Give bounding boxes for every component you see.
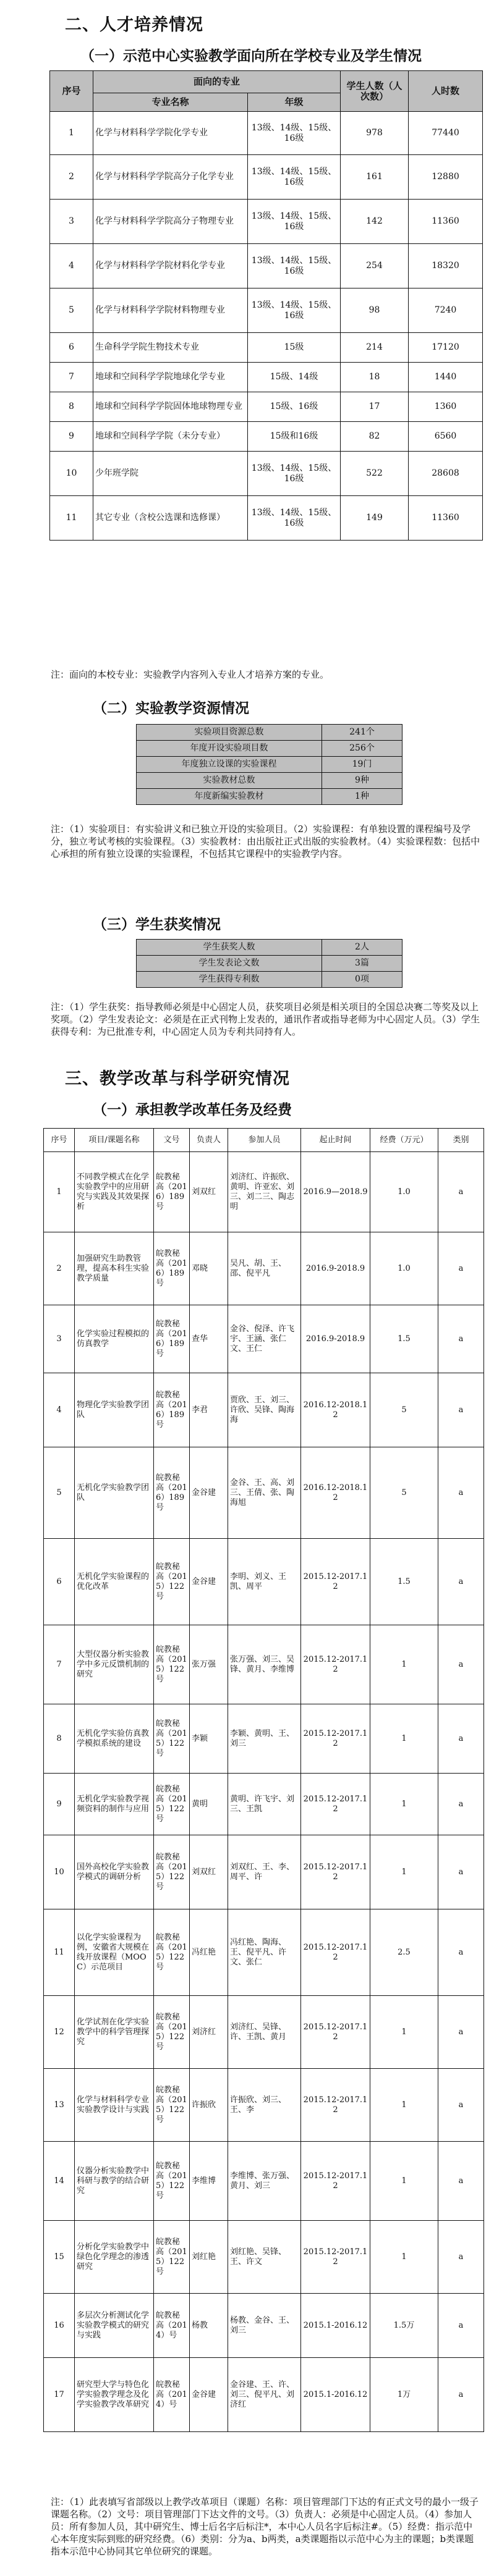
row-time: 2016.12-2018.12 bbox=[301, 1447, 370, 1539]
row-hours: 28608 bbox=[409, 452, 483, 496]
row-doc: 皖教秘高（2016）189号 bbox=[154, 1305, 190, 1373]
row-major-name: 地球和空间科学学院（未分专业） bbox=[93, 422, 248, 452]
row-major-name: 化学与材料科学学院化学专业 bbox=[93, 112, 248, 155]
row-cat: a bbox=[438, 1305, 484, 1373]
row-hours: 77440 bbox=[409, 112, 483, 155]
row-hours: 1440 bbox=[409, 363, 483, 392]
row-fund: 1.5万 bbox=[370, 2294, 438, 2358]
row-seq: 13 bbox=[44, 2069, 75, 2142]
row-seq: 2 bbox=[50, 155, 93, 200]
row-cat: a bbox=[438, 1704, 484, 1774]
row-seq: 5 bbox=[50, 288, 93, 333]
row-part: 李明、刘义、王凯、周平 bbox=[228, 1539, 301, 1625]
row-time: 2015.12-2017.12 bbox=[301, 1625, 370, 1704]
row-cat: a bbox=[438, 1625, 484, 1704]
table-row bbox=[44, 1539, 484, 1625]
row-part: 金谷建、王、许、刘三、倪平凡、刘济红 bbox=[228, 2358, 301, 2432]
table-row bbox=[44, 2221, 484, 2294]
row-value: 19门 bbox=[322, 757, 402, 773]
table-row bbox=[44, 1447, 484, 1539]
row-doc: 皖教秘高（2016）189号 bbox=[154, 1373, 190, 1447]
row-time: 2016.9—2018.9 bbox=[301, 1152, 370, 1232]
row-label: 学生获奖人数 bbox=[137, 940, 322, 956]
row-cat: a bbox=[438, 1909, 484, 1996]
col-major-group: 面向的专业 bbox=[93, 71, 341, 93]
table-row bbox=[50, 363, 483, 392]
row-name: 分析化学实验教学中绿色化学理念的渗透研究 bbox=[75, 2221, 154, 2294]
row-resp: 金谷建 bbox=[190, 1539, 228, 1625]
table-row bbox=[50, 422, 483, 452]
row-major-name: 化学与材料科学学院高分子化学专业 bbox=[93, 155, 248, 200]
row-part: 刘济红、吴锋、许、王凯、黄月 bbox=[228, 1996, 301, 2069]
row-part: 吴凡、胡、王、邵、倪平凡 bbox=[228, 1232, 301, 1305]
row-cat: a bbox=[438, 1835, 484, 1909]
row-cat: a bbox=[438, 2358, 484, 2432]
row-value: 1种 bbox=[322, 789, 402, 805]
row-name: 研究型大学与特色化学实验教学理念及化学实验教学改革研究 bbox=[75, 2358, 154, 2432]
row-fund: 5 bbox=[370, 1373, 438, 1447]
row-doc: 皖教秘高（2015）122号 bbox=[154, 1625, 190, 1704]
row-fund: 5 bbox=[370, 1447, 438, 1539]
row-part: 冯红艳、陶海、王、倪平凡、许文、张仁 bbox=[228, 1909, 301, 1996]
section-title-talent: 二、人才培养情况 bbox=[65, 15, 203, 35]
row-cat: a bbox=[438, 2142, 484, 2221]
table-row bbox=[50, 288, 483, 333]
row-fund: 1 bbox=[370, 1835, 438, 1909]
table-row bbox=[137, 940, 402, 956]
row-time: 2015.12-2017.12 bbox=[301, 2069, 370, 2142]
row-seq: 9 bbox=[50, 422, 93, 452]
row-seq: 8 bbox=[44, 1704, 75, 1774]
row-label: 实验项目资源总数 bbox=[137, 725, 322, 741]
row-grade: 13级、14级、15级、16级 bbox=[248, 155, 341, 200]
table-row bbox=[50, 452, 483, 496]
row-part: 金谷、倪泽、许飞宇、王涵、张仁文、王仁 bbox=[228, 1305, 301, 1373]
row-cat: a bbox=[438, 1152, 484, 1232]
row-resp: 邓晓 bbox=[190, 1232, 228, 1305]
row-doc: 皖教秘高（2015）122号 bbox=[154, 2221, 190, 2294]
row-major-name: 化学与材料科学学院材料化学专业 bbox=[93, 244, 248, 288]
table-note: 注：（1）学生获奖：指导教师必须是中心固定人员，获奖项目必须是相关项目的全国总决赛二等奖及以上奖项。（2）学生发表论文：必须是在正式刊物上发表的，通讯作者或指导老师为中心固定人员。（3）学生获得专利：为已批准专利，中心固定人员为专利共同持有人。 bbox=[51, 1001, 480, 1037]
row-students: 17 bbox=[341, 392, 409, 422]
row-part: 刘济红、许振欣、黄明、许亚宏、刘三、刘二三、陶志明 bbox=[228, 1152, 301, 1232]
row-resp: 刘济红 bbox=[190, 1996, 228, 2069]
row-part: 黄明、许飞宇、刘三、王凯 bbox=[228, 1774, 301, 1835]
row-grade: 15级、14级 bbox=[248, 363, 341, 392]
row-name: 无机化学实验教学团队 bbox=[75, 1447, 154, 1539]
table-row bbox=[44, 1305, 484, 1373]
row-name: 仪器分析实验教学中科研与教学的结合研究 bbox=[75, 2142, 154, 2221]
table-row bbox=[137, 757, 402, 773]
row-value: 3篇 bbox=[322, 956, 402, 972]
row-seq: 12 bbox=[44, 1996, 75, 2069]
table-row bbox=[137, 741, 402, 757]
row-name: 无机化学实验课程的优化改革 bbox=[75, 1539, 154, 1625]
row-students: 142 bbox=[341, 200, 409, 244]
row-fund: 1.0 bbox=[370, 1232, 438, 1305]
section-title-reform: 三、教学改革与科学研究情况 bbox=[65, 1069, 290, 1088]
row-cat: a bbox=[438, 2069, 484, 2142]
row-resp: 张万强 bbox=[190, 1625, 228, 1704]
table-row bbox=[44, 2358, 484, 2432]
row-resp: 李颖 bbox=[190, 1704, 228, 1774]
row-part: 许振欣、刘三、王、李 bbox=[228, 2069, 301, 2142]
row-fund: 1 bbox=[370, 2069, 438, 2142]
awards-table bbox=[136, 939, 402, 988]
row-resp: 金谷建 bbox=[190, 2358, 228, 2432]
row-grade: 13级、14级、15级、16级 bbox=[248, 452, 341, 496]
row-doc: 皖教秘高（2016）189号 bbox=[154, 1447, 190, 1539]
subsection-title-resources: （二）实验教学资源情况 bbox=[93, 701, 249, 717]
row-seq: 11 bbox=[44, 1909, 75, 1996]
table-note: 注：面向的本校专业：实验教学内容列入专业人才培养方案的专业。 bbox=[51, 669, 330, 680]
row-seq: 6 bbox=[44, 1539, 75, 1625]
row-seq: 7 bbox=[50, 363, 93, 392]
table-row bbox=[137, 773, 402, 789]
row-part: 杨教、金谷、王、刘三 bbox=[228, 2294, 301, 2358]
table-row bbox=[50, 333, 483, 363]
row-value: 9种 bbox=[322, 773, 402, 789]
row-doc: 皖教秘高（2015）122号 bbox=[154, 1835, 190, 1909]
row-hours: 1360 bbox=[409, 392, 483, 422]
row-hours: 18320 bbox=[409, 244, 483, 288]
row-time: 2015.12-2017.12 bbox=[301, 1774, 370, 1835]
table-row bbox=[44, 1232, 484, 1305]
row-part: 贾欣、王、刘三、许欣、吴锋、陶海海 bbox=[228, 1373, 301, 1447]
row-time: 2015.12-2017.12 bbox=[301, 1835, 370, 1909]
row-doc: 皖教秘高（2016）189号 bbox=[154, 1152, 190, 1232]
row-part: 刘红艳、吴锋、王、许文 bbox=[228, 2221, 301, 2294]
row-resp: 查华 bbox=[190, 1305, 228, 1373]
row-seq: 16 bbox=[44, 2294, 75, 2358]
row-doc: 皖教秘高（2014）号 bbox=[154, 2358, 190, 2432]
col-seq: 序号 bbox=[44, 1129, 75, 1152]
table-note: 注：（1）此表填写省部级以上教学改革项目（课题）名称：项目管理部门下达的有正式文号的最小一级子课题名称。（2）文号：项目管理部门下达文件的文号。（3）负责人：必须是中心固定人员。（4）参加人员：所有参加人员，其中研究生、博士后名字后标注*，本中心人员名字后标注#。（5）经费：指示范中心本年度实际到账的研究经费。（6）类别：分为a、b两类，a类课题指以示范中心为主的课题；b类课题指本示范中心协同其它单位研究的课题。 bbox=[51, 2496, 479, 2557]
row-resp: 李维博 bbox=[190, 2142, 228, 2221]
row-seq: 3 bbox=[50, 200, 93, 244]
table-row bbox=[44, 1625, 484, 1704]
row-major-name: 地球和空间科学学院地球化学专业 bbox=[93, 363, 248, 392]
row-cat: a bbox=[438, 1539, 484, 1625]
row-resp: 刘双红 bbox=[190, 1152, 228, 1232]
table-row bbox=[44, 1704, 484, 1774]
row-hours: 11360 bbox=[409, 200, 483, 244]
col-hours: 人时数 bbox=[409, 71, 483, 112]
row-time: 2016.9-2018.9 bbox=[301, 1305, 370, 1373]
majors-students-table bbox=[49, 70, 483, 541]
row-seq: 14 bbox=[44, 2142, 75, 2221]
col-time: 起止时间 bbox=[301, 1129, 370, 1152]
table-row bbox=[137, 789, 402, 805]
row-value: 241个 bbox=[322, 725, 402, 741]
table-row bbox=[44, 1373, 484, 1447]
table-row bbox=[50, 200, 483, 244]
row-time: 2015.12-2017.12 bbox=[301, 1704, 370, 1774]
row-name: 无机化学实验仿真教学模拟系统的建设 bbox=[75, 1704, 154, 1774]
row-cat: a bbox=[438, 2294, 484, 2358]
row-name: 化学实验过程模拟的仿真教学 bbox=[75, 1305, 154, 1373]
row-time: 2015.12-2017.12 bbox=[301, 2142, 370, 2221]
row-doc: 皖教秘高（2015）122号 bbox=[154, 1909, 190, 1996]
row-cat: a bbox=[438, 1447, 484, 1539]
row-seq: 1 bbox=[50, 112, 93, 155]
table-row bbox=[44, 1909, 484, 1996]
row-seq: 17 bbox=[44, 2358, 75, 2432]
row-hours: 12880 bbox=[409, 155, 483, 200]
row-hours: 6560 bbox=[409, 422, 483, 452]
col-students: 学生人数（人次数） bbox=[341, 71, 409, 112]
row-seq: 2 bbox=[44, 1232, 75, 1305]
row-fund: 1 bbox=[370, 1774, 438, 1835]
col-major-name: 专业名称 bbox=[93, 93, 248, 112]
row-seq: 11 bbox=[50, 496, 93, 541]
table-row bbox=[44, 2142, 484, 2221]
row-students: 98 bbox=[341, 288, 409, 333]
table-row bbox=[44, 2294, 484, 2358]
row-value: 2人 bbox=[322, 940, 402, 956]
row-students: 149 bbox=[341, 496, 409, 541]
row-grade: 15级、16级 bbox=[248, 392, 341, 422]
subsection-title-majors: （一）示范中心实验教学面向所在学校专业及学生情况 bbox=[80, 48, 422, 64]
row-label: 年度开设实验项目数 bbox=[137, 741, 322, 757]
row-label: 学生获得专利数 bbox=[137, 972, 322, 988]
col-doc: 文号 bbox=[154, 1129, 190, 1152]
subsection-title-reform-tasks: （一）承担教学改革任务及经费 bbox=[93, 1102, 292, 1118]
row-doc: 皖教秘高（2015）122号 bbox=[154, 1996, 190, 2069]
row-seq: 8 bbox=[50, 392, 93, 422]
row-value: 0项 bbox=[322, 972, 402, 988]
col-seq: 序号 bbox=[50, 71, 93, 112]
table-note: 注：（1）实验项目：有实验讲义和已独立开设的实验项目。（2）实验课程：有单独设置的课程编号及学分，独立考试考核的实验课程。（3）实验教材：由出版社正式出版的实验教材。（4）实验课程数：包括中心承担的所有独立设课的实验课程，不包括其它课程中的实验教学内容。 bbox=[51, 823, 480, 859]
row-resp: 许振欣 bbox=[190, 2069, 228, 2142]
row-doc: 皖教秘高（2014）号 bbox=[154, 2294, 190, 2358]
table-row bbox=[50, 112, 483, 155]
row-grade: 13级、14级、15级、16级 bbox=[248, 112, 341, 155]
col-name: 项目/课题名称 bbox=[75, 1129, 154, 1152]
row-label: 年度新编实验教材 bbox=[137, 789, 322, 805]
row-doc: 皖教秘高（2015）122号 bbox=[154, 1774, 190, 1835]
table-row bbox=[137, 972, 402, 988]
row-name: 大型仪器分析实验教学中多元反馈机制的研究 bbox=[75, 1625, 154, 1704]
row-part: 刘双红、王、李、周平、许 bbox=[228, 1835, 301, 1909]
row-name: 化学试剂在化学实验教学中的科学管理探究 bbox=[75, 1996, 154, 2069]
row-part: 李维博、张万强、黄月、刘三 bbox=[228, 2142, 301, 2221]
table-row bbox=[137, 956, 402, 972]
table-row bbox=[44, 1835, 484, 1909]
col-grade: 年级 bbox=[248, 93, 341, 112]
row-hours: 7240 bbox=[409, 288, 483, 333]
row-doc: 皖教秘高（2015）122号 bbox=[154, 2142, 190, 2221]
row-seq: 7 bbox=[44, 1625, 75, 1704]
row-major-name: 地球和空间科学学院固体地球物理专业 bbox=[93, 392, 248, 422]
row-resp: 刘双红 bbox=[190, 1835, 228, 1909]
row-name: 不同教学模式在化学实验教学中的应用研究与实践及其效果探析 bbox=[75, 1152, 154, 1232]
row-name: 国外高校化学实验教学模式的调研分析 bbox=[75, 1835, 154, 1909]
row-fund: 1 bbox=[370, 2221, 438, 2294]
row-major-name: 化学与材料科学学院材料物理专业 bbox=[93, 288, 248, 333]
row-label: 实验教材总数 bbox=[137, 773, 322, 789]
row-cat: a bbox=[438, 1996, 484, 2069]
row-grade: 13级、14级、15级、16级 bbox=[248, 244, 341, 288]
row-time: 2015.12-2017.12 bbox=[301, 1909, 370, 1996]
row-part: 李颖、黄明、王、刘三 bbox=[228, 1704, 301, 1774]
row-students: 82 bbox=[341, 422, 409, 452]
row-grade: 15级和16级 bbox=[248, 422, 341, 452]
row-part: 张万强、刘三、吴锋、黄月、李维博 bbox=[228, 1625, 301, 1704]
row-resp: 金谷建 bbox=[190, 1447, 228, 1539]
row-cat: a bbox=[438, 2221, 484, 2294]
row-resp: 刘红艳 bbox=[190, 2221, 228, 2294]
row-time: 2015.12-2017.12 bbox=[301, 1539, 370, 1625]
row-grade: 13级、14级、15级、16级 bbox=[248, 288, 341, 333]
col-part: 参加人员 bbox=[228, 1129, 301, 1152]
row-resp: 冯红艳 bbox=[190, 1909, 228, 1996]
row-cat: a bbox=[438, 1373, 484, 1447]
row-fund: 1 bbox=[370, 1996, 438, 2069]
col-fund: 经费（万元） bbox=[370, 1129, 438, 1152]
row-fund: 1.5 bbox=[370, 1539, 438, 1625]
row-name: 多层次分析测试化学实验教学模式的研究与实践 bbox=[75, 2294, 154, 2358]
row-seq: 10 bbox=[44, 1835, 75, 1909]
row-name: 加强研究生助教管理，提高本科生实验教学质量 bbox=[75, 1232, 154, 1305]
row-name: 无机化学实验教学视频资料的制作与应用 bbox=[75, 1774, 154, 1835]
row-name: 以化学实验课程为例，安徽省大规模在线开放课程（MOOC）示范项目 bbox=[75, 1909, 154, 1996]
row-name: 化学与材料科学专业实验教学设计与实践 bbox=[75, 2069, 154, 2142]
row-doc: 皖教秘高（2016）189号 bbox=[154, 1232, 190, 1305]
row-seq: 4 bbox=[44, 1373, 75, 1447]
col-cat: 类别 bbox=[438, 1129, 484, 1152]
row-seq: 6 bbox=[50, 333, 93, 363]
row-doc: 皖教秘高（2015）122号 bbox=[154, 1704, 190, 1774]
row-cat: a bbox=[438, 1232, 484, 1305]
row-fund: 1 bbox=[370, 1704, 438, 1774]
row-students: 18 bbox=[341, 363, 409, 392]
row-major-name: 生命科学学院生物技术专业 bbox=[93, 333, 248, 363]
row-time: 2015.1-2016.12 bbox=[301, 2358, 370, 2432]
row-cat: a bbox=[438, 1774, 484, 1835]
row-fund: 1.0 bbox=[370, 1152, 438, 1232]
table-row bbox=[44, 1152, 484, 1232]
row-grade: 15级 bbox=[248, 333, 341, 363]
row-doc: 皖教秘高（2015）122号 bbox=[154, 1539, 190, 1625]
row-name: 物理化学实验教学团队 bbox=[75, 1373, 154, 1447]
row-time: 2015.1-2016.12 bbox=[301, 2294, 370, 2358]
row-students: 254 bbox=[341, 244, 409, 288]
row-fund: 1 bbox=[370, 2142, 438, 2221]
row-time: 2016.9-2018.9 bbox=[301, 1232, 370, 1305]
row-fund: 1 bbox=[370, 1625, 438, 1704]
table-row bbox=[50, 392, 483, 422]
row-fund: 1.5 bbox=[370, 1305, 438, 1373]
row-seq: 1 bbox=[44, 1152, 75, 1232]
row-major-name: 化学与材料科学学院高分子物理专业 bbox=[93, 200, 248, 244]
row-seq: 10 bbox=[50, 452, 93, 496]
table-row bbox=[44, 1996, 484, 2069]
row-students: 522 bbox=[341, 452, 409, 496]
row-value: 256个 bbox=[322, 741, 402, 757]
row-time: 2016.12-2018.12 bbox=[301, 1373, 370, 1447]
row-label: 年度独立设课的实验课程 bbox=[137, 757, 322, 773]
table-row bbox=[44, 2069, 484, 2142]
row-hours: 11360 bbox=[409, 496, 483, 541]
table-row bbox=[50, 244, 483, 288]
row-major-name: 其它专业（含校公选课和选修课） bbox=[93, 496, 248, 541]
row-seq: 5 bbox=[44, 1447, 75, 1539]
subsection-title-awards: （三）学生获奖情况 bbox=[93, 917, 221, 933]
resources-table bbox=[136, 724, 402, 805]
row-resp: 杨教 bbox=[190, 2294, 228, 2358]
row-seq: 9 bbox=[44, 1774, 75, 1835]
table-row bbox=[50, 155, 483, 200]
table-row bbox=[137, 725, 402, 741]
row-students: 214 bbox=[341, 333, 409, 363]
row-seq: 4 bbox=[50, 244, 93, 288]
row-seq: 15 bbox=[44, 2221, 75, 2294]
row-grade: 13级、14级、15级、16级 bbox=[248, 496, 341, 541]
reform-projects-table bbox=[43, 1128, 484, 2432]
row-label: 学生发表论文数 bbox=[137, 956, 322, 972]
row-seq: 3 bbox=[44, 1305, 75, 1373]
row-students: 161 bbox=[341, 155, 409, 200]
row-major-name: 少年班学院 bbox=[93, 452, 248, 496]
row-grade: 13级、14级、15级、16级 bbox=[248, 200, 341, 244]
row-students: 978 bbox=[341, 112, 409, 155]
row-time: 2015.12-2017.12 bbox=[301, 1996, 370, 2069]
row-part: 金谷、王、高、刘三、王倩、张、陶海旭 bbox=[228, 1447, 301, 1539]
col-resp: 负责人 bbox=[190, 1129, 228, 1152]
table-row bbox=[44, 1774, 484, 1835]
row-resp: 黄明 bbox=[190, 1774, 228, 1835]
row-time: 2015.12-2017.12 bbox=[301, 2221, 370, 2294]
row-fund: 2.5 bbox=[370, 1909, 438, 1996]
table-row bbox=[50, 496, 483, 541]
row-hours: 17120 bbox=[409, 333, 483, 363]
row-fund: 1万 bbox=[370, 2358, 438, 2432]
row-resp: 李君 bbox=[190, 1373, 228, 1447]
row-doc: 皖教秘高（2015）122号 bbox=[154, 2069, 190, 2142]
